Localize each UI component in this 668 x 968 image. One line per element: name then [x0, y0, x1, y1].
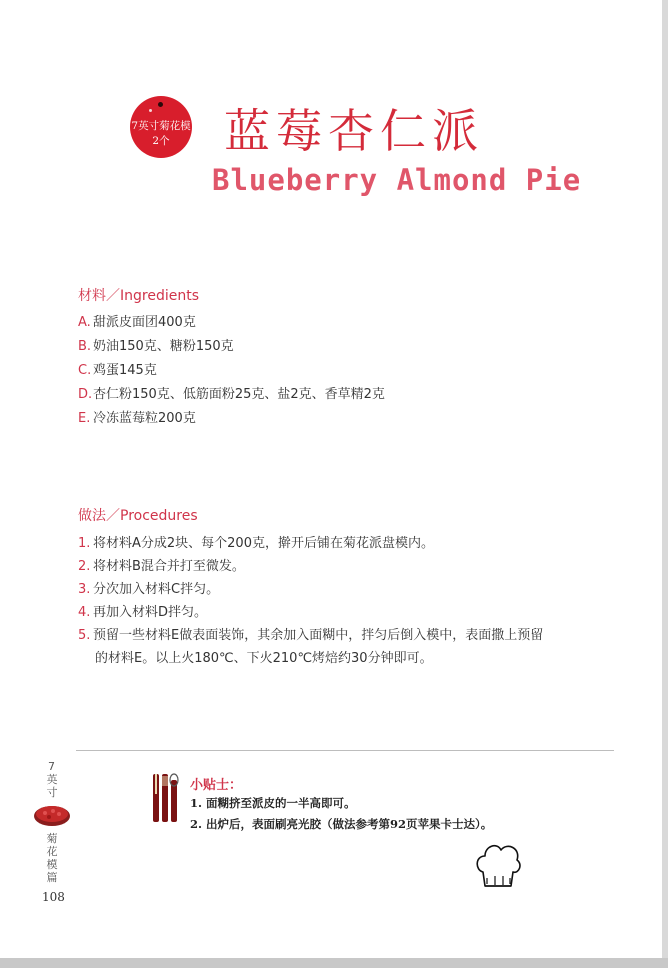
utensils-icon: [150, 772, 180, 824]
side-char: 篇: [46, 871, 58, 884]
side-unit: 英寸: [46, 773, 58, 799]
list-item: A. 甜派皮面团400克: [78, 315, 196, 330]
tips-list: [190, 793, 492, 835]
title-english: Blueberry Almond Pie: [212, 163, 582, 197]
page-spine: [662, 0, 668, 968]
tips-title: 小贴士：: [190, 778, 243, 793]
chef-hat-icon: [473, 838, 523, 892]
badge-dot: [158, 102, 163, 107]
procedures-list: [78, 533, 543, 671]
page-number: 108: [42, 890, 65, 904]
tart-icon: [33, 800, 71, 828]
list-item: 5. 预留一些材料E做表面装饰，其余加入面糊中，拌匀后倒入模中，表面撒上预留: [78, 628, 544, 643]
ingredients-heading: 材料／Ingredients: [78, 288, 199, 304]
section-divider: [76, 750, 614, 751]
list-item-continuation: 的材料E。以上火180℃、下火210℃烤焙约30分钟即可。: [95, 651, 433, 666]
procedures-heading: 做法／Procedures: [78, 508, 198, 524]
list-item: E. 冷冻蓝莓粒200克: [78, 411, 196, 426]
side-char: 花: [46, 845, 58, 858]
mold-badge: [130, 96, 192, 158]
tip-item: 1. 面糊挤至派皮的一半高即可。: [190, 796, 356, 810]
side-char: 模: [46, 858, 58, 871]
list-item: D.杏仁粉150克、低筋面粉25克、盐2克、香草精2克: [78, 387, 385, 402]
page-bottom-edge: [0, 958, 668, 968]
badge-line2: 2个: [152, 135, 170, 147]
side-size: 7: [48, 760, 55, 773]
badge-line1: 7英寸菊花模: [131, 120, 191, 132]
list-item: 3. 分次加入材料C拌匀。: [78, 582, 220, 597]
list-item: 4. 再加入材料D拌匀。: [78, 605, 208, 620]
list-item: B. 奶油150克、糖粉150克: [78, 339, 234, 354]
badge-highlight: [149, 109, 152, 112]
list-item: C. 鸡蛋145克: [78, 363, 157, 378]
ingredients-list: [78, 312, 385, 432]
list-item: 1. 将材料A分成2块、每个200克，擀开后铺在菊花派盘模内。: [78, 536, 434, 551]
tip-item: 2. 出炉后，表面刷亮光胶（做法参考第92页苹果卡士达）。: [190, 817, 493, 831]
title-chinese: 蓝莓杏仁派: [224, 104, 484, 158]
list-item: 2. 将材料B混合并打至微发。: [78, 559, 245, 574]
side-char: 菊: [46, 832, 58, 845]
